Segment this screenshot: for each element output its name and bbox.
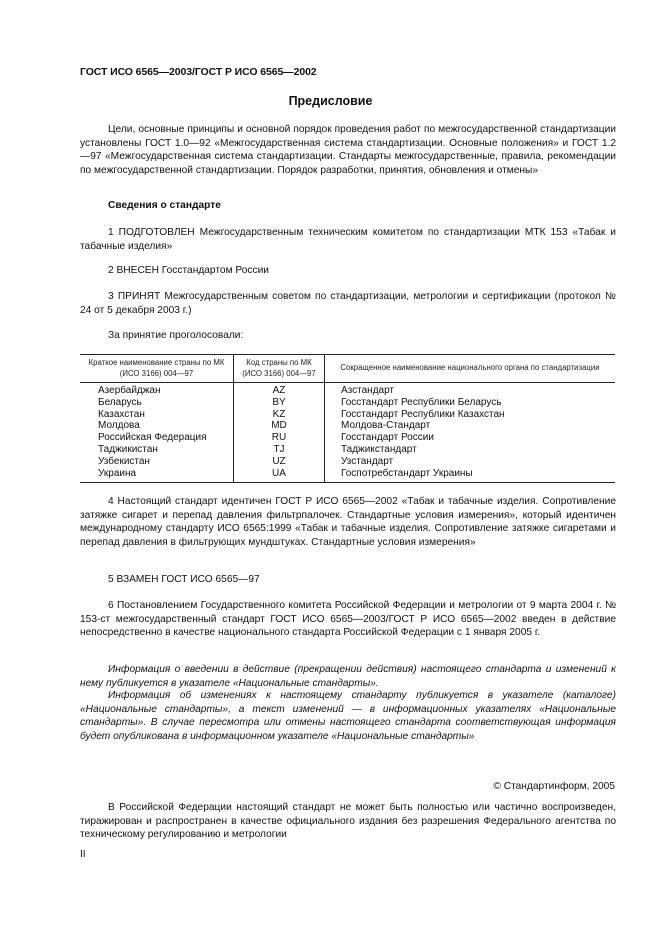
cell-organization: Госстандарт Республики Беларусь <box>341 396 502 408</box>
cell-country: Узбекистан <box>98 455 150 467</box>
item-4-paragraph: 4 Настоящий стандарт идентичен ГОСТ Р ИСО 6565—2002 «Табак и табачные изделия. Сопротивление затяжке сигарет и перепад давления фильтрпалочек. Стандартные условия измерения», который идентичен международному стандарту ИСО 6565:1999 «Табак и табачные изделия. Сопротивление затяжке сигаретами и перепад давления в фильтрующих мундштуках. Стандартные условия измерения» <box>80 496 616 548</box>
cell-country: Российская Федерация <box>98 432 207 444</box>
table-row <box>80 383 615 397</box>
section-title: Предисловие <box>288 94 373 108</box>
cell-country: Беларусь <box>98 396 142 408</box>
cell-organization: Госстандарт России <box>341 432 434 444</box>
cell-code: BY <box>234 397 325 409</box>
cell-code: UA <box>234 468 325 483</box>
cell-country: Азербайджан <box>98 385 161 396</box>
cell-country: Таджикистан <box>98 443 158 455</box>
item-6-paragraph: 6 Постановлением Государственного комитета Российской Федерации и метрологии от 9 марта 2004 г. № 153-ст межгосударственный стандарт ГОСТ ИСО 6565—2003/ГОСТ Р ИСО 6565—2002 введен в действие непосредственно в качестве национального стандарта Российской Федерации с 1 января 2005 г. <box>80 600 616 638</box>
item-3-paragraph: 3 ПРИНЯТ Межгосударственным советом по стандартизации, метрологии и сертификации (протокол № 24 от 5 декабря 2003 г.) <box>80 291 616 316</box>
document-header: ГОСТ ИСО 6565—2003/ГОСТ Р ИСО 6565—2002 <box>80 66 317 78</box>
standard-info-heading: Сведения о стандарте <box>108 200 221 211</box>
cell-organization: Госстандарт Республики Казахстан <box>341 408 505 420</box>
table-row <box>80 468 615 483</box>
info-publication-paragraph: Информация о введении в действие (прекращении действия) настоящего стандарта и изменений к нему публикуется в указателе «Национальные стандарты». <box>80 664 616 689</box>
table-row <box>80 432 615 444</box>
cell-code: TJ <box>234 444 325 456</box>
item-5-paragraph: 5 ВЗАМЕН ГОСТ ИСО 6565—97 <box>108 574 260 585</box>
cell-organization: Таджикстандарт <box>341 443 417 455</box>
cell-code: AZ <box>234 383 325 397</box>
cell-country: Украина <box>80 468 234 483</box>
table-header-row <box>80 355 615 383</box>
table-row <box>80 409 615 421</box>
page-number: II <box>80 849 86 860</box>
item-2-paragraph: 2 ВНЕСЕН Госстандартом России <box>108 265 269 276</box>
cell-code: RU <box>234 432 325 444</box>
cell-organization: Госпотребстандарт Украины <box>325 468 616 483</box>
table-row <box>80 420 615 432</box>
table-header-organization: Сокращенное наименование национального органа по стандартизации <box>325 355 616 383</box>
intro-paragraph: Цели, основные принципы и основной порядок проведения работ по межгосударственной стандартизации установлены ГОСТ 1.0—92 «Межгосударственная система стандартизации. Основные положения» и ГОСТ 1.2—97 «Межгосударственная система стандартизации. Стандарты межгосударственные, правила, рекомендации по межгосударственной стандартизации. Порядок разработки, принятия, обновления и отмены» <box>80 124 616 176</box>
table-row <box>80 397 615 409</box>
voted-label: За принятие проголосовали: <box>108 330 244 341</box>
item-1-paragraph: 1 ПОДГОТОВЛЕН Межгосударственным техническим комитетом по стандартизации МТК 153 «Табак и табачные изделия» <box>80 227 616 252</box>
cell-organization: Азстандарт <box>341 385 395 396</box>
rights-notice: В Российской Федерации настоящий стандарт не может быть полностью или частично воспроизведен, тиражирован и распространен в качестве официального издания без разрешения Федерального агентства по техническому регулированию и метрологии <box>80 802 616 840</box>
cell-organization: Узстандарт <box>341 455 394 467</box>
cell-code: MD <box>234 420 325 432</box>
cell-organization: Молдова-Стандарт <box>341 420 431 432</box>
cell-country: Молдова <box>98 420 140 432</box>
table-row <box>80 456 615 468</box>
cell-country: Казахстан <box>98 408 145 420</box>
cell-code: UZ <box>234 456 325 468</box>
copyright-notice: © Стандартинформ, 2005 <box>493 781 615 792</box>
voting-countries-table <box>80 354 615 483</box>
table-header-code: Код страны по МК (ИСО 3166) 004—97 <box>234 355 325 383</box>
table-row <box>80 444 615 456</box>
info-changes-paragraph: Информация об изменениях к настоящему стандарту публикуется в указателе (каталоге) «Национальные стандарты», а текст изменений — в информационных указателях «Национальные стандарты». В случае пересмотра или отмены настоящего стандарта соответствующая информация будет опубликована в информационном указателе «Национальные стандарты» <box>80 690 616 742</box>
cell-code: KZ <box>234 409 325 421</box>
table-header-country: Краткое наименование страны по МК (ИСО 3166) 004—97 <box>80 355 234 383</box>
